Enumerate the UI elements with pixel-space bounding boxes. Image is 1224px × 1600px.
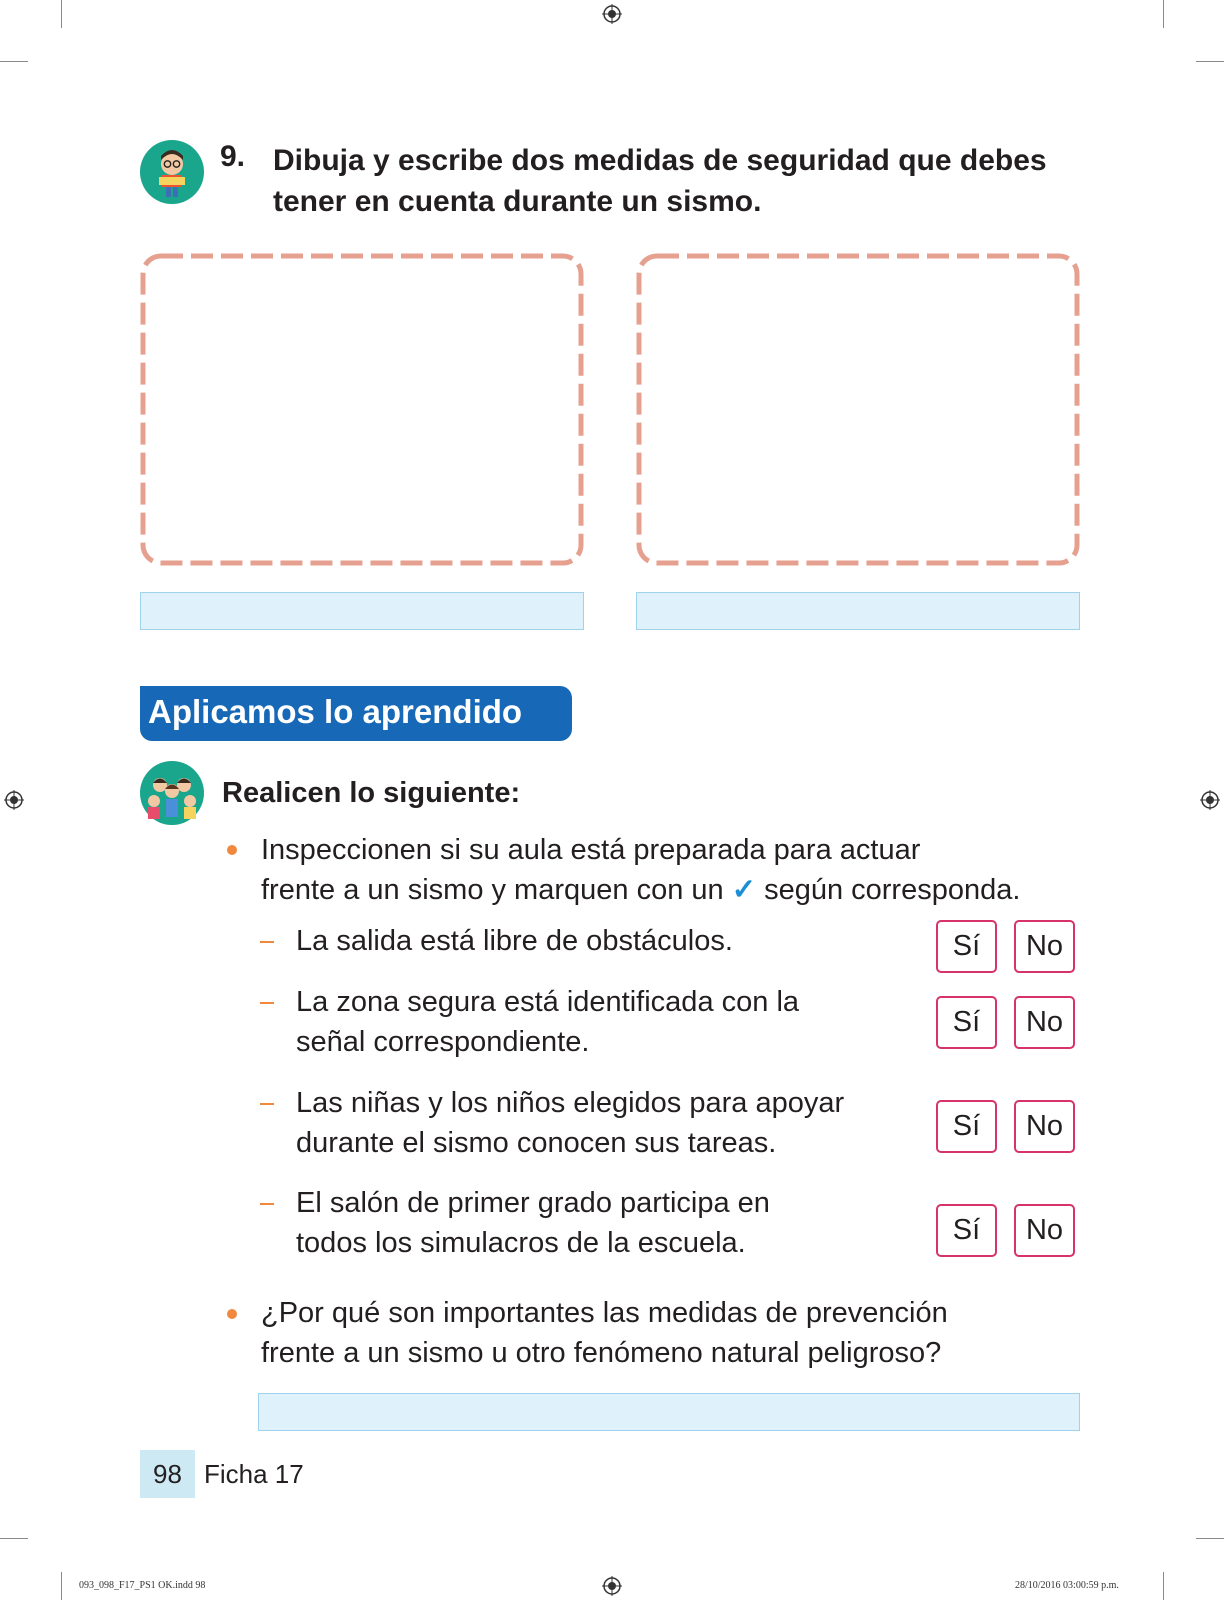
bullet-icon (227, 1309, 237, 1319)
trim-mark (1163, 0, 1164, 28)
item-3-yes-box[interactable]: Sí (936, 1100, 997, 1153)
trim-mark (0, 1538, 28, 1539)
item-3-no-box[interactable]: No (1014, 1100, 1075, 1153)
group-of-children-icon (140, 761, 204, 825)
page-number: 98 (140, 1450, 195, 1498)
activity-instruction: Realicen lo siguiente: (222, 777, 521, 809)
dash-icon (260, 941, 274, 943)
trim-mark (0, 61, 28, 62)
item-2-yes-box[interactable]: Sí (936, 996, 997, 1049)
boy-reading-icon (140, 140, 204, 204)
question-number: 9. (220, 140, 246, 173)
writing-line-1[interactable] (140, 592, 584, 630)
item-4-line1: El salón de primer grado participa en (296, 1187, 770, 1219)
registration-mark-icon (602, 1576, 622, 1596)
bullet1-line2 (261, 870, 1020, 910)
item-2-line2: señal correspondiente. (296, 1026, 590, 1058)
item-4-yes-box[interactable]: Sí (936, 1204, 997, 1257)
bullet2-line2: frente a un sismo u otro fenómeno natural peligroso? (261, 1337, 942, 1369)
check-mark-icon: ✓ (731, 874, 757, 906)
section-banner (140, 686, 572, 741)
item-3-line1: Las niñas y los niños elegidos para apoyar (296, 1087, 845, 1119)
answer-line[interactable] (258, 1393, 1080, 1431)
registration-mark-icon (4, 790, 24, 810)
item-1-yes-box[interactable]: Sí (936, 920, 997, 973)
item-2-line1: La zona segura está identificada con la (296, 986, 800, 1018)
drawing-area-1[interactable] (140, 253, 584, 566)
dash-icon (260, 1103, 274, 1105)
item-2-no-box[interactable]: No (1014, 996, 1075, 1049)
registration-mark-icon (1200, 790, 1220, 810)
trim-mark (1196, 61, 1224, 62)
slug-timestamp: 28/10/2016 03:00:59 p.m. (1015, 1580, 1119, 1591)
writing-line-2[interactable] (636, 592, 1080, 630)
bullet1-line2-end: según corresponda. (764, 874, 1021, 906)
item-4-line2: todos los simulacros de la escuela. (296, 1227, 746, 1259)
item-1-no-box[interactable]: No (1014, 920, 1075, 973)
question-text: Dibuja y escribe dos medidas de seguridad que debes tener en cuenta durante un sismo. (273, 144, 1047, 218)
drawing-area-2[interactable] (636, 253, 1080, 566)
dash-icon (260, 1002, 274, 1004)
trim-mark (61, 0, 62, 28)
bullet-icon (227, 845, 237, 855)
item-3-line2: durante el sismo conocen sus tareas. (296, 1127, 777, 1159)
trim-mark (1196, 1538, 1224, 1539)
trim-mark (1163, 1572, 1164, 1600)
bullet2-line1: ¿Por qué son importantes las medidas de prevención (261, 1297, 948, 1329)
item-1-line1: La salida está libre de obstáculos. (296, 925, 733, 957)
dash-icon (260, 1203, 274, 1205)
bullet1-line2-start: frente a un sismo y marquen con un (261, 874, 724, 906)
trim-mark (61, 1572, 62, 1600)
bullet1-line1: Inspeccionen si su aula está preparada para actuar (261, 834, 921, 866)
registration-mark-icon (602, 4, 622, 24)
item-4-no-box[interactable]: No (1014, 1204, 1075, 1257)
section-title: Aplicamos lo aprendido (148, 693, 523, 730)
ficha-label: Ficha 17 (204, 1459, 304, 1489)
slug-filename: 093_098_F17_PS1 OK.indd 98 (79, 1580, 206, 1591)
